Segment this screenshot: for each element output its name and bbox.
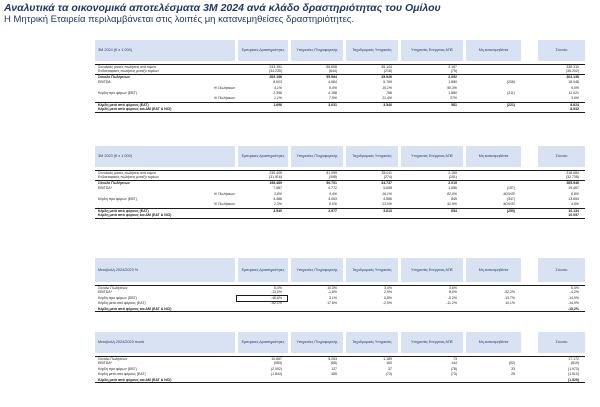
table-cell: 10.057: [568, 213, 579, 218]
row-label: Κέρδη μετά από φόρους και ΔΜ (EAT & NCI): [98, 377, 172, 382]
table-cell: 2.577: [328, 208, 337, 213]
column-header: Υπηρεσίες Ενέργειας ΑΠΕ: [401, 146, 463, 167]
row-label: Κέρδη προ φόρων (EBT): [98, 295, 137, 300]
table-cell: 318.684: [566, 171, 579, 175]
table-cell: 18.048: [568, 80, 579, 85]
financial-table-panel: [95, 258, 585, 312]
table-cell: 5.608: [383, 186, 392, 191]
column-header: Υπηρεσίες Ενέργειας ΑΠΕ: [401, 332, 463, 353]
table-cell: 5,4%: [274, 286, 282, 290]
table-cell: (644): [328, 69, 337, 74]
table-cell: 581: [451, 102, 457, 107]
table-cell: -32,2%: [503, 290, 515, 295]
table-cell: 56.608: [326, 65, 337, 69]
table-cell: 1.656: [448, 186, 457, 191]
table-cell: 2.167: [448, 65, 457, 69]
table-cell: 1.189: [383, 357, 392, 361]
column-header: Μη κατανεμηθέντα: [466, 146, 521, 167]
column-header: Ταχυδρομικές Υπηρεσίες: [346, 146, 398, 167]
row-label: Κέρδη μετά από φόρους (EAT): [98, 372, 146, 377]
table-cell: 0,8%: [384, 295, 392, 300]
table-cell: 144: [451, 361, 457, 366]
table-cell: 17.172: [568, 357, 579, 361]
page-title: Αναλυτικά τα οικονομικά αποτελέσματα 3Μ 2024 ανά κλάδο δραστηριότητας του Ομίλου: [4, 2, 441, 14]
table-cell: (347): [506, 197, 515, 201]
table-cell: (1.510): [567, 372, 579, 377]
table-cell: 338.310: [566, 65, 579, 69]
table-cell: #DIV/0!: [503, 202, 515, 207]
table-cell: 37%: [449, 96, 457, 101]
table-cell: 4,8%: [571, 202, 579, 207]
table-cell: 4.063: [328, 197, 337, 201]
column-header: Σύνολο: [538, 332, 585, 353]
table-cell: 3.613: [383, 208, 392, 213]
table-cell: 198.489: [269, 180, 282, 185]
table-cell: (157): [506, 186, 515, 191]
table-cell: 11.021: [568, 91, 579, 95]
table-cell: 209.156: [269, 74, 282, 79]
financial-table-panel: [95, 146, 585, 219]
row-label: % Πωλήσεων: [213, 191, 235, 196]
table-cell: 654: [451, 208, 457, 213]
table-cell: 3,6%: [449, 286, 457, 290]
table-cell: (151): [448, 175, 457, 180]
row-label: % Πωλήσεων: [213, 202, 235, 207]
table-cell: -13,0%: [270, 290, 282, 295]
table-cell: 2.169: [448, 171, 457, 175]
table-cell: 41,9%: [447, 202, 457, 207]
table-cell: 1.889: [448, 80, 457, 85]
table-header-period: Μεταβολή 2024/2023 %: [95, 258, 235, 282]
table-header-period: Μεταβολή 2024/2023 ποσά: [95, 332, 235, 353]
table-cell: 3,6%: [571, 96, 579, 101]
table-cell: 55.964: [326, 74, 337, 79]
table-cell: 13.654: [568, 197, 579, 201]
table-row: [95, 213, 585, 218]
table-cell: 6,0%: [571, 286, 579, 290]
table-cell: 50.701: [326, 180, 337, 185]
table-cell: (31.916): [268, 175, 282, 180]
table-cell: 8.624: [570, 102, 579, 107]
row-label: Κέρδη προ φόρων (EBT): [98, 91, 137, 95]
table-cell: 4.488: [273, 197, 282, 201]
table-cell: 8,0%: [329, 202, 337, 207]
table-cell: 37: [388, 366, 392, 371]
table-cell: -1,8%: [327, 290, 337, 295]
table-cell: (88): [330, 361, 337, 366]
row-label: % Πωλήσεων: [213, 96, 235, 101]
row-label: Ενδοεταιρικές πωλήσεις μεταξύ τομέων: [98, 175, 160, 180]
table-cell: 2,3%: [274, 202, 282, 207]
row-label: EBITDA*: [98, 186, 113, 191]
table-cell: -11,2%: [446, 301, 457, 306]
row-label: Συνολικές μικτές πωλήσεις ανά τομέα: [98, 65, 156, 69]
column-header: Μη κατανεμηθέντα: [466, 258, 521, 282]
table-cell: (34.235): [268, 69, 282, 74]
row-label: Κέρδη μετά από φόρους και ΔΜ (EAT & NCI): [98, 306, 172, 311]
table-cell: 3,4%: [384, 286, 392, 290]
table-cell: 160: [386, 361, 392, 366]
financial-table-panel: [95, 40, 585, 113]
table-cell: -15,2%: [567, 306, 579, 311]
table-header-row: [95, 258, 585, 282]
column-header: Εμπορικές Δραστηριότητες: [238, 332, 288, 353]
column-header: Υπηρεσίες Πληροφορικής: [291, 258, 343, 282]
table-cell: 3.031: [328, 102, 337, 107]
table-header-period: 3M 2023 (€ x 1.000): [95, 146, 235, 167]
table-cell: (73): [450, 372, 457, 377]
table-cell: -5,2%: [447, 295, 457, 300]
table-cell: -14,9%: [567, 301, 579, 306]
column-header: Ταχυδρομικές Υπηρεσίες: [346, 332, 398, 353]
table-cell: 51.099: [326, 171, 337, 175]
table-cell: 90,3%: [447, 85, 457, 90]
row-label: Σύνολο Πωλήσεων: [98, 286, 128, 290]
table-cell: (1.525): [567, 377, 579, 382]
table-cell: 33: [511, 366, 515, 371]
row-label: Σύνολο Πωλήσεων: [98, 180, 130, 185]
table-cell: 230.405: [269, 171, 282, 175]
table-cell: (819): [570, 361, 579, 366]
table-cell: 2.019: [448, 180, 457, 185]
table-cell: (1.973): [567, 366, 579, 371]
table-cell: 1.880: [448, 91, 457, 95]
table-cell: 6,8%: [571, 191, 579, 196]
table-cell: 73: [453, 357, 457, 361]
table-cell: 3.540: [383, 102, 392, 107]
table-cell: 4.772: [328, 186, 337, 191]
table-cell: (250): [506, 208, 515, 213]
table-cell: 25: [511, 372, 515, 377]
column-header: Εμπορικές Δραστηριότητες: [238, 40, 288, 61]
table-header-row: [95, 146, 585, 167]
row-label: Σύνολο Πωλήσεων: [98, 357, 128, 361]
column-header: Ταχυδρομικές Υπηρεσίες: [346, 40, 398, 61]
row-label: EBITDA*: [98, 361, 113, 366]
column-header: Υπηρεσίες Πληροφορικής: [291, 146, 343, 167]
table-cell: (2.092): [270, 366, 282, 371]
table-cell: 10,3%: [327, 286, 337, 290]
column-header: Σύνολο: [538, 40, 585, 61]
row-label: EBITDA: [98, 80, 111, 85]
table-cell: 34.737: [381, 180, 392, 185]
table-cell: 17,6%: [327, 301, 337, 306]
row-label: Κέρδη μετά από φόρους (EAT): [98, 102, 149, 107]
table-cell: 4.586: [383, 197, 392, 201]
table-cell: 21,4%: [382, 96, 392, 101]
table-cell: 9,4%: [329, 191, 337, 196]
column-header: Σύνολο: [538, 146, 585, 167]
column-header: Μη κατανεμηθέντα: [466, 40, 521, 61]
table-cell: (221): [506, 102, 515, 107]
table-cell: 7,5%: [329, 96, 337, 101]
table-cell: (218): [383, 69, 392, 74]
table-cell: 455: [331, 372, 337, 377]
table-cell: 35.926: [381, 74, 392, 79]
row-label: Κέρδη προ φόρων (EBT): [98, 366, 137, 371]
table-cell: 127: [331, 366, 337, 371]
table-cell: 10,1%: [505, 301, 515, 306]
table-cell: 3,8%: [274, 191, 282, 196]
table-cell: (211): [507, 91, 515, 95]
table-cell: (208): [506, 80, 515, 85]
table-cell: 4,1%: [274, 85, 282, 90]
table-cell: 3.540: [273, 208, 282, 213]
table-cell: (35.202): [565, 69, 579, 74]
table-cell: 8.603: [273, 80, 282, 85]
table-cell: 5.263: [328, 357, 337, 361]
table-row: [95, 307, 585, 312]
column-header: Εμπορικές Δραστηριότητες: [238, 258, 288, 282]
page-subtitle: Η Μητρική Εταιρεία περιλαμβάνεται στις λοιπές μη κατανεμηθείσες δραστηριότητες.: [4, 14, 355, 25]
table-cell: (274): [383, 175, 392, 180]
table-cell: 36.144: [381, 65, 392, 69]
table-cell: -13,7%: [503, 295, 515, 300]
row-label: Κέρδη μετά από φόρους και ΔΜ (EAT & NCI): [98, 107, 172, 112]
table-cell: 10.134: [568, 208, 579, 213]
table-cell: 6,0%: [571, 85, 579, 90]
highlight-box: [236, 295, 288, 301]
table-cell: 8.532: [570, 107, 579, 112]
row-label: % Πωλήσεων: [213, 85, 235, 90]
table-cell: 303.138: [566, 74, 579, 79]
table-cell: 1.696: [273, 102, 282, 107]
table-cell: 82,0%: [447, 191, 457, 196]
table-cell: 19.467: [568, 186, 579, 191]
table-cell: -46,6%: [270, 295, 282, 300]
table-cell: 16,1%: [382, 191, 392, 196]
column-header: Εμπορικές Δραστηριότητες: [238, 146, 288, 167]
row-label: Ενδοεταιρικές πωλήσεις μεταξύ τομέων: [98, 69, 160, 74]
row-label: Κέρδη μετά από φόρους (EAT): [98, 301, 146, 306]
column-header: Σύνολο: [538, 258, 585, 282]
column-header: Υπηρεσίες Πληροφορικής: [291, 40, 343, 61]
table-cell: (52): [508, 361, 515, 366]
table-cell: 2.396: [273, 91, 282, 95]
table-cell: -14,9%: [567, 295, 579, 300]
table-cell: -4,2%: [569, 290, 579, 295]
table-cell: 10.667: [271, 357, 282, 361]
table-cell: 2.092: [448, 74, 457, 79]
table-cell: 5.769: [383, 80, 392, 85]
row-label: Κέρδη προ φόρων (EBT): [98, 197, 137, 201]
table-cell: -52,1%: [270, 301, 282, 306]
table-cell: 8,4%: [329, 85, 337, 90]
table-cell: (75): [450, 69, 457, 74]
financial-table-panel: [95, 332, 585, 383]
table-cell: (398): [328, 175, 337, 180]
table-cell: 3,1%: [329, 295, 337, 300]
row-label: Σύνολο Πωλήσεων: [98, 74, 130, 79]
row-label: Κέρδη μετά από φόρους και ΔΜ (EAT & NCI): [98, 213, 172, 218]
column-header: Υπηρεσίες Πληροφορικής: [291, 332, 343, 353]
table-cell: 1,1%: [274, 96, 282, 101]
table-cell: (1.844): [270, 372, 282, 377]
column-header: Υπηρεσίες Ενέργειας ΑΠΕ: [401, 40, 463, 61]
table-cell: 8,0%: [449, 290, 457, 295]
table-cell: 7.587: [273, 186, 282, 191]
table-cell: 2,9%: [384, 290, 392, 295]
table-cell: #DIV/0!: [503, 191, 515, 196]
table-cell: (73): [385, 372, 392, 377]
row-label: Κέρδη μετά από φόρους (EAT): [98, 208, 149, 213]
table-row: [95, 107, 585, 112]
table-cell: (32.738): [565, 175, 579, 180]
table-cell: 845: [451, 197, 457, 201]
column-header: Μη κατανεμηθέντα: [466, 332, 521, 353]
table-cell: 243.391: [269, 65, 282, 69]
column-header: Υπηρεσίες Ενέργειας ΑΠΕ: [401, 258, 463, 282]
column-header: Ταχυδρομικές Υπηρεσίες: [346, 258, 398, 282]
table-cell: 768: [386, 91, 392, 95]
table-cell: 285.946: [566, 180, 579, 185]
table-header-row: [95, 40, 585, 61]
table-cell: 16,1%: [382, 85, 392, 90]
table-row: [95, 378, 585, 383]
table-cell: 35.011: [381, 171, 392, 175]
table-cell: (983): [273, 361, 282, 366]
table-header-period: 3M 2024 (€ x 1.000): [95, 40, 235, 61]
table-cell: -2,0%: [382, 301, 392, 306]
row-label: EBITDA*: [98, 290, 113, 295]
table-cell: 4.188: [328, 91, 337, 95]
table-header-row: [95, 332, 585, 353]
table-cell: 13,0%: [382, 202, 392, 207]
table-cell: 4.684: [328, 80, 337, 85]
table-cell: (78): [450, 366, 457, 371]
row-label: Συνολικές μικτές πωλήσεις ανά τομέα: [98, 171, 156, 175]
